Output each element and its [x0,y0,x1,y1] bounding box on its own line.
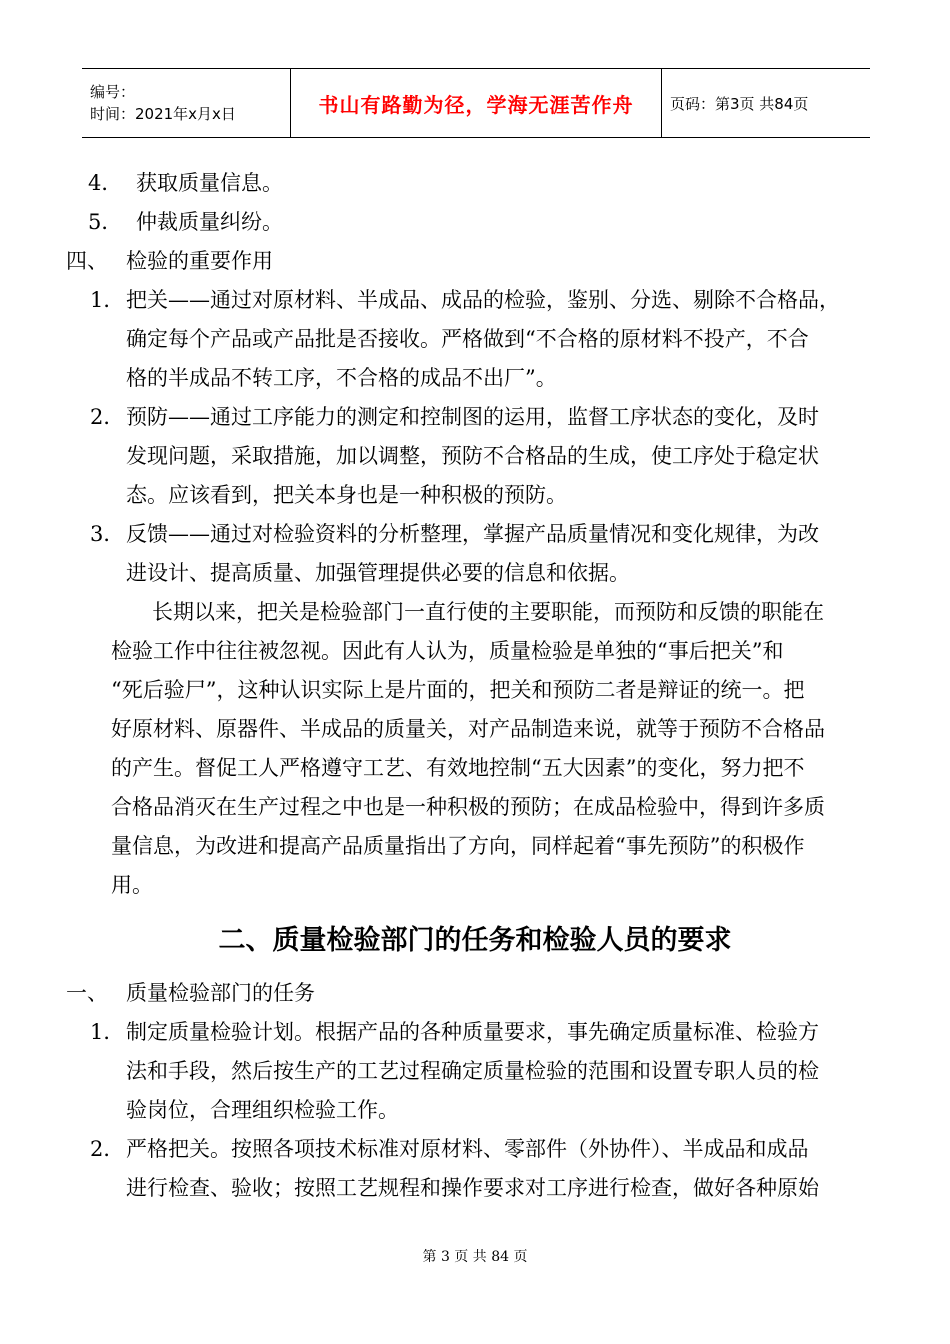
list-item-line: 格的半成品不转工序，不合格的成品不出厂”。 [126,366,557,390]
list-item-number: 2． [90,1137,125,1161]
list-item-line: 态。应该看到，把关本身也是一种积极的预防。 [126,483,567,507]
document-date: 时间：2021年x月x日 [90,105,236,123]
paragraph-line: 用。 [111,873,153,897]
page-footer: 第 3 页 共 84 页 [422,1249,528,1265]
list-item-line: 严格把关。按照各项技术标准对原材料、零部件（外协件）、半成品和成品 [126,1137,809,1161]
paragraph-line: 好原材料、原器件、半成品的质量关，对产品制造来说，就等于预防不合格品 [111,717,825,741]
list-item-line: 制定质量检验计划。根据产品的各种质量要求，事先确定质量标准、检验方 [126,1020,819,1044]
header-left-cell [82,69,290,137]
header-table [82,68,870,138]
header-motto-cell [290,69,662,137]
paragraph-line: 检验工作中往往被忽视。因此有人认为，质量检验是单独的“事后把关”和 [111,639,784,663]
list-item-line: 进设计、提高质量、加强管理提供必要的信息和依据。 [126,561,630,585]
chapter-heading: 二、质量检验部门的任务和检验人员的要求 [218,925,732,956]
paragraph-line: 长期以来，把关是检验部门一直行使的主要职能，而预防和反馈的职能在 [152,600,824,624]
paragraph-line: 合格品消灭在生产过程之中也是一种积极的预防；在成品检验中，得到许多质 [111,795,825,819]
list-item: 4． 获取质量信息。 [88,171,283,195]
list-item-line: 确定每个产品或产品批是否接收。严格做到“不合格的原材料不投产，不合 [126,327,809,351]
list-item-line: 把关——通过对原材料、半成品、成品的检验，鉴别、分选、剔除不合格品， [126,288,840,312]
section-heading: 四、 检验的重要作用 [66,249,273,273]
list-item: 5． 仲裁质量纠纷。 [88,210,283,234]
list-item-line: 发现问题，采取措施，加以调整，预防不合格品的生成，使工序处于稳定状 [126,444,819,468]
header-page-info: 页码：第3页 共84页 [670,94,809,113]
header-page-cell [662,69,870,137]
paragraph-line: “死后验尸”，这种认识实际上是片面的，把关和预防二者是辩证的统一。把 [111,678,805,702]
paragraph-line: 量信息，为改进和提高产品质量指出了方向，同样起着“事先预防”的积极作 [111,834,805,858]
paragraph-line: 的产生。督促工人严格遵守工艺、有效地控制“五大因素”的变化，努力把不 [111,756,805,780]
list-item-line: 验岗位，合理组织检验工作。 [126,1098,399,1122]
section-heading: 一、 质量检验部门的任务 [66,981,315,1005]
list-item-line: 反馈——通过对检验资料的分析整理，掌握产品质量情况和变化规律，为改 [126,522,819,546]
list-item-number: 1． [90,1020,125,1044]
list-item-number: 1． [90,288,125,312]
list-item-line: 法和手段，然后按生产的工艺过程确定质量检验的范围和设置专职人员的检 [126,1059,819,1083]
list-item-line: 预防——通过工序能力的测定和控制图的运用，监督工序状态的变化，及时 [126,405,819,429]
list-item-number: 2． [90,405,125,429]
list-item-line: 进行检查、验收；按照工艺规程和操作要求对工序进行检查，做好各种原始 [126,1176,819,1200]
motto-text: 书山有路勤为径，学海无涯苦作舟 [318,92,634,117]
list-item-number: 3． [90,522,125,546]
document-number-label: 编号： [90,83,136,101]
